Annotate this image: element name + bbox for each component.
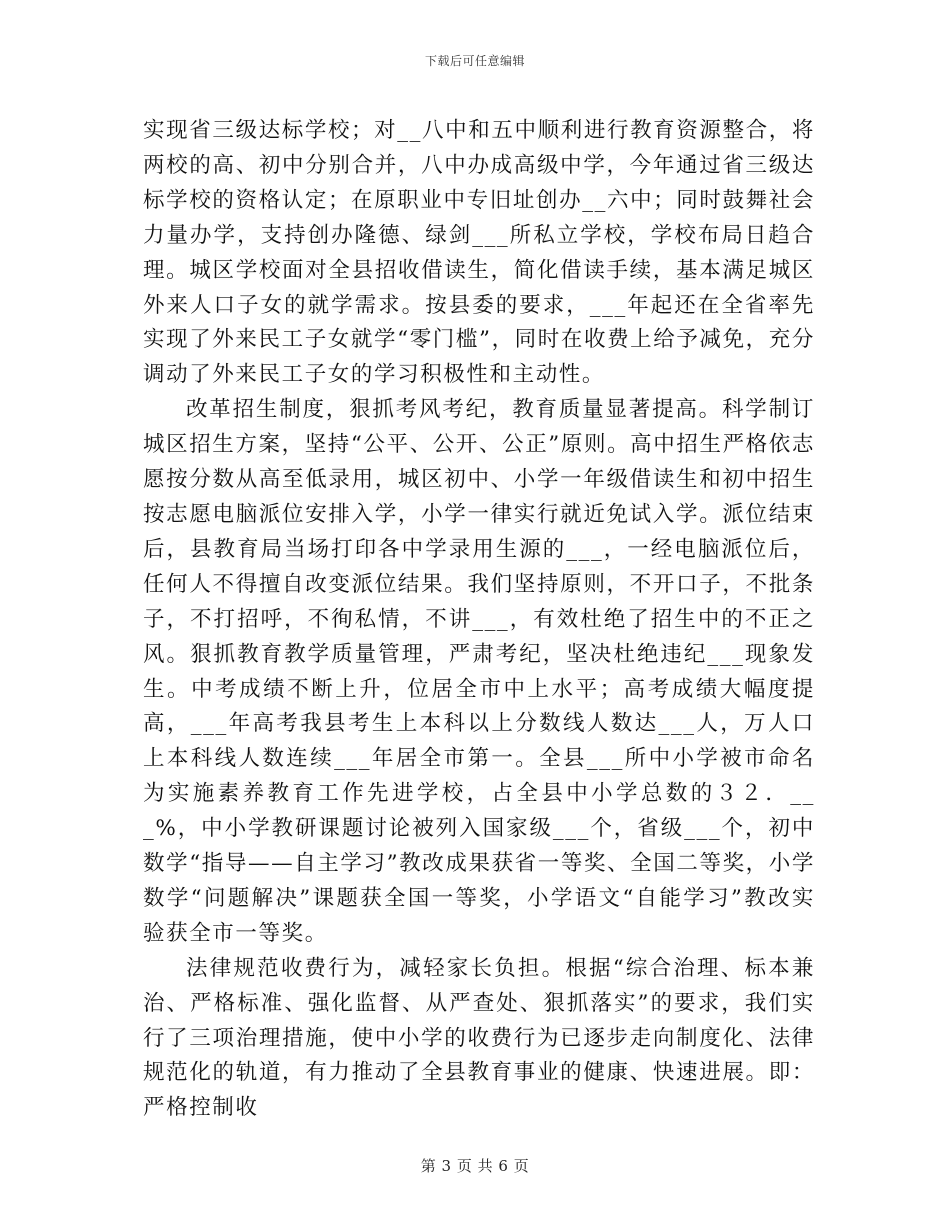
paragraph-3: 法律规范收费行为，减轻家长负担。根据“综合治理、标本兼治、严格标准、强化监督、从严查处、狠抓落实”的要求，我们实行了三项治理措施，使中小学的收费行为已逐步走向制度化、法律规范化的轨道，有力推动了全县教育事业的健康、快速进展。即：严格控制收 [143, 955, 815, 1121]
page-footer: 第 3 页 共 6 页 [420, 1157, 530, 1175]
page-header: 下载后可任意编辑 [424, 54, 525, 68]
paragraph-2: 改革招生制度，狠抓考风考纪，教育质量显著提高。科学制订城区招生方案，坚持“公平、公开、公正”原则。高中招生严格依志愿按分数从高至低录用，城区初中、小学一年级借读生和初中招生按志愿电脑派位安排入学，小学一律实行就近免试入学。派位结束后，县教育局当场打印各中学录用生源的___，一经电脑派位后，任何人不得擅自改变派位结果。我们坚持原则，不开口子，不批条子，不打招呼，不徇私情，不讲___，有效杜绝了招生中的不正之风。狠抓教育教学质量管理，严肃考纪，坚决杜绝违纪___现象发生。中考成绩不断上升，位居全市中上水平；高考成绩大幅度提高，___年高考我县考生上本科以上分数线人数达___人，万人口上本科线人数连续___年居全市第一。全县___所中小学被市命名为实施素养教育工作先进学校，占全县中小学总数的３２．___%，中小学教研课题讨论被列入国家级___个，省级___个，初中数学“指导——自主学习”教改成果获省一等奖、全国二等奖，小学数学“问题解决”课题获全国一等奖，小学语文“自能学习”教改实验获全市一等奖。 [143, 397, 815, 946]
document-body [143, 114, 815, 1126]
paragraph-1: 实现省三级达标学校；对__八中和五中顺利进行教育资源整合，将两校的高、初中分别合并，八中办成高级中学，今年通过省三级达标学校的资格认定；在原职业中专旧址创办__六中；同时鼓舞社会力量办学，支持创办隆德、绿剑___所私立学校，学校布局日趋合理。城区学校面对全县招收借读生，简化借读手续，基本满足城区外来人口子女的就学需求。按县委的要求，___年起还在全省率先实现了外来民工子女就学“零门槛”，同时在收费上给予减免，充分调动了外来民工子女的学习积极性和主动性。 [143, 118, 815, 388]
